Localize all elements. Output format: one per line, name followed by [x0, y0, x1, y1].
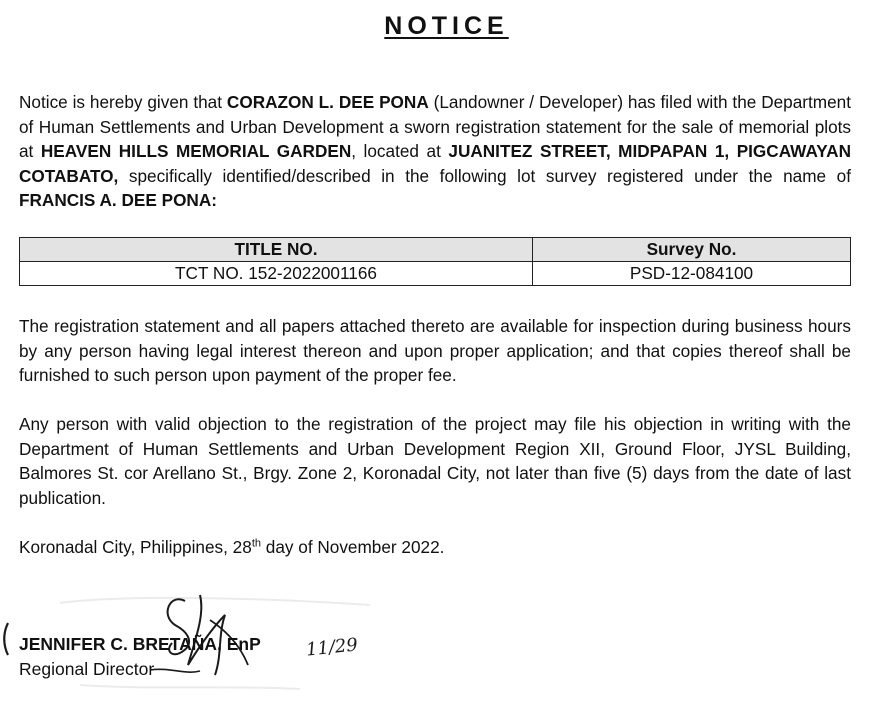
project-location: JUANITEZ STREET, MIDPAPAN 1, PIGCAWAYAN COTABATO, — [19, 141, 851, 186]
table-header-row — [20, 238, 851, 262]
title-no-cell: TCT NO. 152-2022001166 — [20, 262, 533, 286]
signature-block — [0, 585, 400, 708]
table-row — [20, 262, 851, 286]
column-header-survey-no: Survey No. — [533, 238, 851, 262]
intro-text-1: Notice is hereby given that — [19, 92, 227, 112]
handwritten-date: 11/29 — [305, 634, 359, 661]
notice-title: NOTICE — [384, 12, 509, 40]
date-line-text: Koronadal City, Philippines, 28 — [19, 537, 252, 557]
date-line-text-end: day of November 2022. — [261, 537, 445, 557]
landowner-name: CORAZON L. DEE PONA — [226, 92, 429, 112]
notice-paragraph-intro — [19, 90, 851, 213]
registered-owner-name: FRANCIS A. DEE PONA: — [19, 190, 217, 211]
notice-date-line — [19, 535, 851, 560]
survey-no-cell: PSD-12-084100 — [533, 262, 851, 286]
project-name: HEAVEN HILLS MEMORIAL GARDEN — [40, 141, 352, 162]
notice-paragraph-objection: Any person with valid objection to the registration of the project may file his objection in writing with the Department of Human Settlements and Urban Development Region XII, Ground Floor, JYSL Building, Balmores St. cor Arellano St., Brgy. Zone 2, Koronadal City, not later than five (5) days from the date of last publication. — [19, 414, 851, 508]
signatory-name: JENNIFER C. BRETAÑA, EnP — [19, 634, 261, 654]
notice-paragraph-inspection: The registration statement and all papers attached thereto are available for inspection during business hours by any person having legal interest thereon and upon proper application; and that copies thereof shall be furnished to such person upon payment of the proper fee. — [19, 316, 851, 386]
intro-text-4: specifically identified/described in the following lot survey registered under the name of — [118, 165, 851, 186]
intro-text-3: , located at — [351, 141, 449, 162]
date-ordinal-suffix: th — [251, 537, 261, 550]
intro-text-2: (Landowner / Developer) has filed with the Department of Human Settlements and Urban Development a sworn registration statement for the sale of memorial plots at — [19, 92, 851, 162]
signatory-position: Regional Director — [19, 659, 155, 679]
column-header-title-no: TITLE NO. — [20, 238, 533, 262]
lot-survey-table — [19, 237, 851, 286]
